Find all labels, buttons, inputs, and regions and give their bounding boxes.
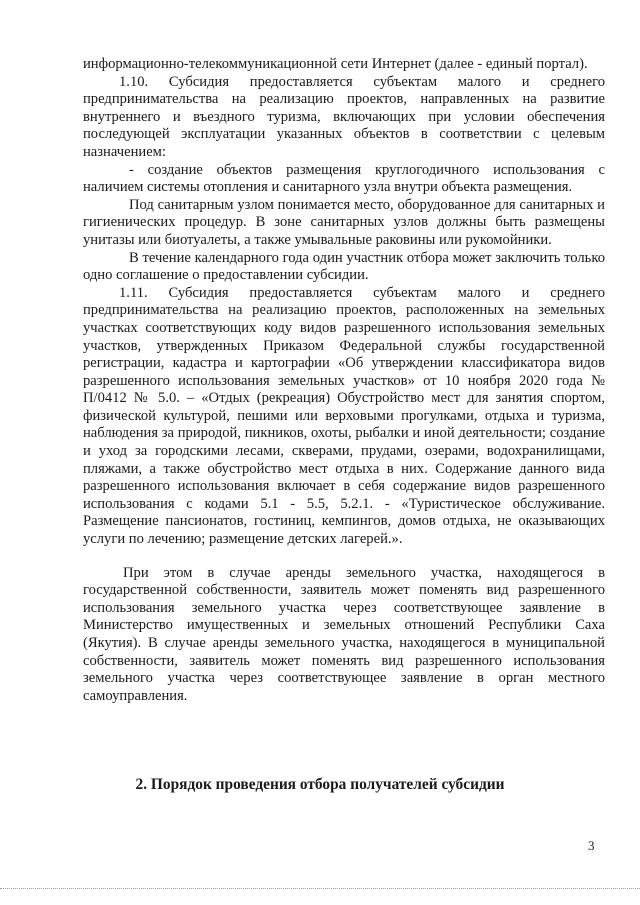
section-heading: 2. Порядок проведения отбора получателей субсидии — [135, 776, 505, 793]
page-number: 3 — [588, 838, 595, 853]
paragraph-sanitary-definition: Под санитарным узлом понимается место, оборудованное для санитарных и гигиенических процедур. В зоне санитарных узлов должны быть размещены унитазы или биотуалеты, а также умывальные раковины или рукомойники. — [83, 196, 605, 248]
paragraph-lease-change: При этом в случае аренды земельного участка, находящегося в государственной собственности, заявитель может поменять вид разрешенного использования земельного участка через соответствующее заявление в Министерство имущественных и земельных отношений Республики Саха (Якутия). В случае аренды земельного участка, находящегося в муниципальной собственности, заявитель может поменять вид разрешенного использования земельного участка через соответствующее заявление в орган местного самоуправления. — [83, 564, 605, 704]
paragraph-1-10: 1.10. Субсидия предоставляется субъектам малого и среднего предпринимательства на реализацию проектов, направленных на развитие внутреннего и въездного туризма, включающих при условии обеспечения последующей эксплуатации указанных объектов в соответствии с целевым назначением: — [83, 73, 605, 160]
body-text — [83, 56, 605, 705]
scan-edge-divider — [0, 888, 640, 889]
paragraph-portal-continuation: информационно-телекоммуникационной сети Интернет (далее - единый портал). — [83, 56, 588, 72]
paragraph-list-item: - создание объектов размещения круглогодичного использования с наличием системы отопления и санитарного узла внутри объекта размещения. — [83, 161, 605, 196]
paragraph-1-11: 1.11. Субсидия предоставляется субъектам малого и среднего предпринимательства на реализацию проектов, расположенных на земельных участках соответствующих коду видов разрешенного использования земельных участков, утвержденных Приказом Федеральной службы государственной регистрации, кадастра и картографии «Об утверждении классификатора видов разрешенного использования земельных участков» от 10 ноября 2020 года № П/0412 № 5.0. – «Отдых (рекреация) Обустройство мест для занятия спортом, физической культурой, пешими или верховыми прогулками, отдыха и туризма, наблюдения за природой, пикников, охоты, рыбалки и иной деятельности; создание и уход за городскими лесами, скверами, прудами, озерами, водохранилищами, пляжами, а также обустройство мест отдыха в них. Содержание данного вида разрешенного использования включает в себя содержание видов разрешенного использования с кодами 5.1 - 5.5, 5.2.1. - «Туристическое обслуживание. Размещение пансионатов, гостиниц, кемпингов, домов отдыха, не оказывающих услуги по лечению; размещение детских лагерей.». — [83, 284, 605, 548]
paragraph-one-agreement: В течение календарного года один участник отбора может заключить только одно соглашение о предоставлении субсидии. — [83, 249, 605, 284]
